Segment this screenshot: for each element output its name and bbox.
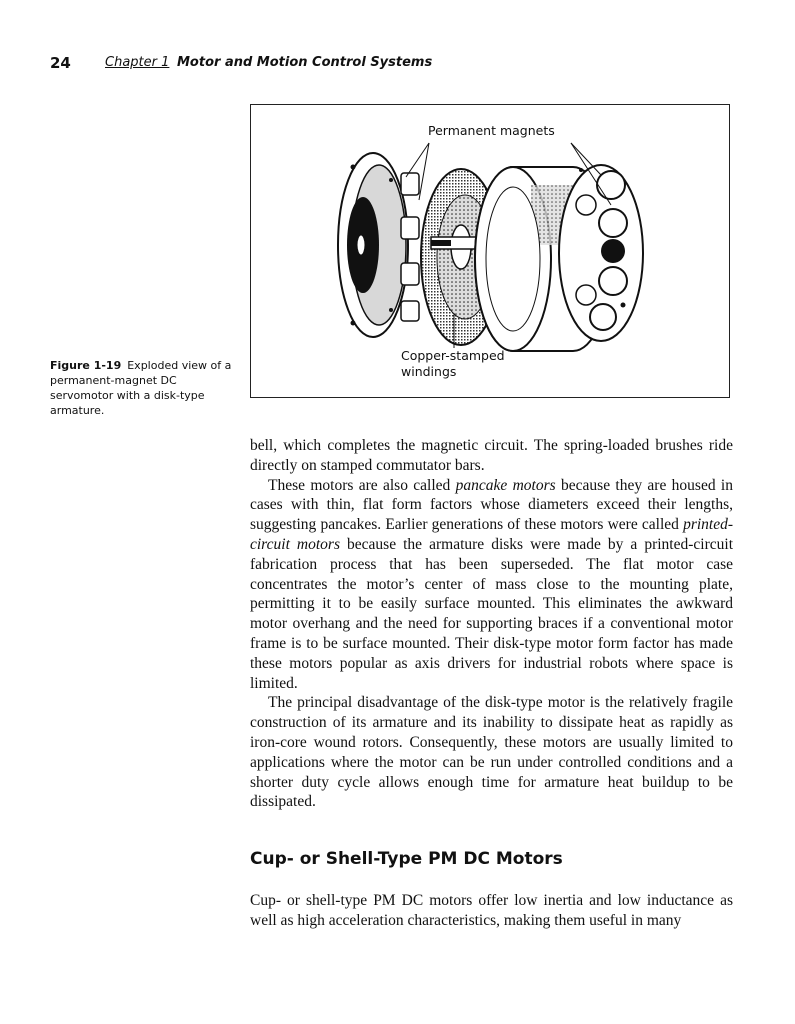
paragraph-1: bell, which completes the magnetic circuit. The spring-loaded brushes ride directly on stamped commutator bars. (250, 437, 733, 474)
page-number: 24 (50, 54, 71, 72)
chapter-title: Motor and Motion Control Systems (177, 55, 433, 70)
running-header (50, 54, 750, 74)
caption-text: Exploded view of a permanent-magnet DC servomotor with a disk-type armature. (50, 359, 232, 417)
section-heading: Cup- or Shell-Type PM DC Motors (250, 849, 563, 869)
body-text (250, 436, 733, 812)
figure-caption (50, 358, 240, 418)
caption-figure-id: Figure 1-19 (50, 359, 122, 372)
paragraph-3: The principal disadvantage of the disk-type motor is the relatively fragile construction of its armature and its inability to dissipate heat as rapidly as iron-core wound rotors. Consequently, these motors are usually limited to applications where the motor can be run under controlled conditions and a shorter duty cycle allows enough time for armature heat buildup to be dissipated. (250, 694, 733, 811)
term-pancake-motors: pancake motors (455, 476, 556, 494)
chapter-label: Chapter 1 (105, 55, 170, 70)
paragraph-2: These motors are also called pancake motors because they are housed in cases with thin, flat form factors whose diameters exceed their lengths, suggesting pancakes. Earlier generations of these motors were called printed-circuit motors because the armature disks were made by a printed-circuit fabrication process that has been superseded. The flat motor case concentrates the motor’s center of mass close to the mounting plate, permitting it to be easily surface mounted. This eliminates the awkward motor overhang and the need for supporting braces if a conventional motor frame is to be surface mounted. Their disk-type motor form factor has made these motors popular as axis drivers for industrial robots where space is limited. (250, 476, 733, 692)
figure-1-19 (250, 104, 730, 398)
end-plate-left (338, 153, 408, 337)
end-plate-right (559, 165, 643, 341)
label-permanent-magnets: Permanent magnets (428, 123, 555, 138)
section-paragraph: Cup- or shell-type PM DC motors offer low inertia and low inductance as well as high acceleration characteristics, making them useful in many (250, 892, 733, 929)
label-copper-windings: Copper-stamped windings (401, 348, 505, 379)
term-printed-circuit-motors: printed-circuit motors (250, 516, 733, 553)
